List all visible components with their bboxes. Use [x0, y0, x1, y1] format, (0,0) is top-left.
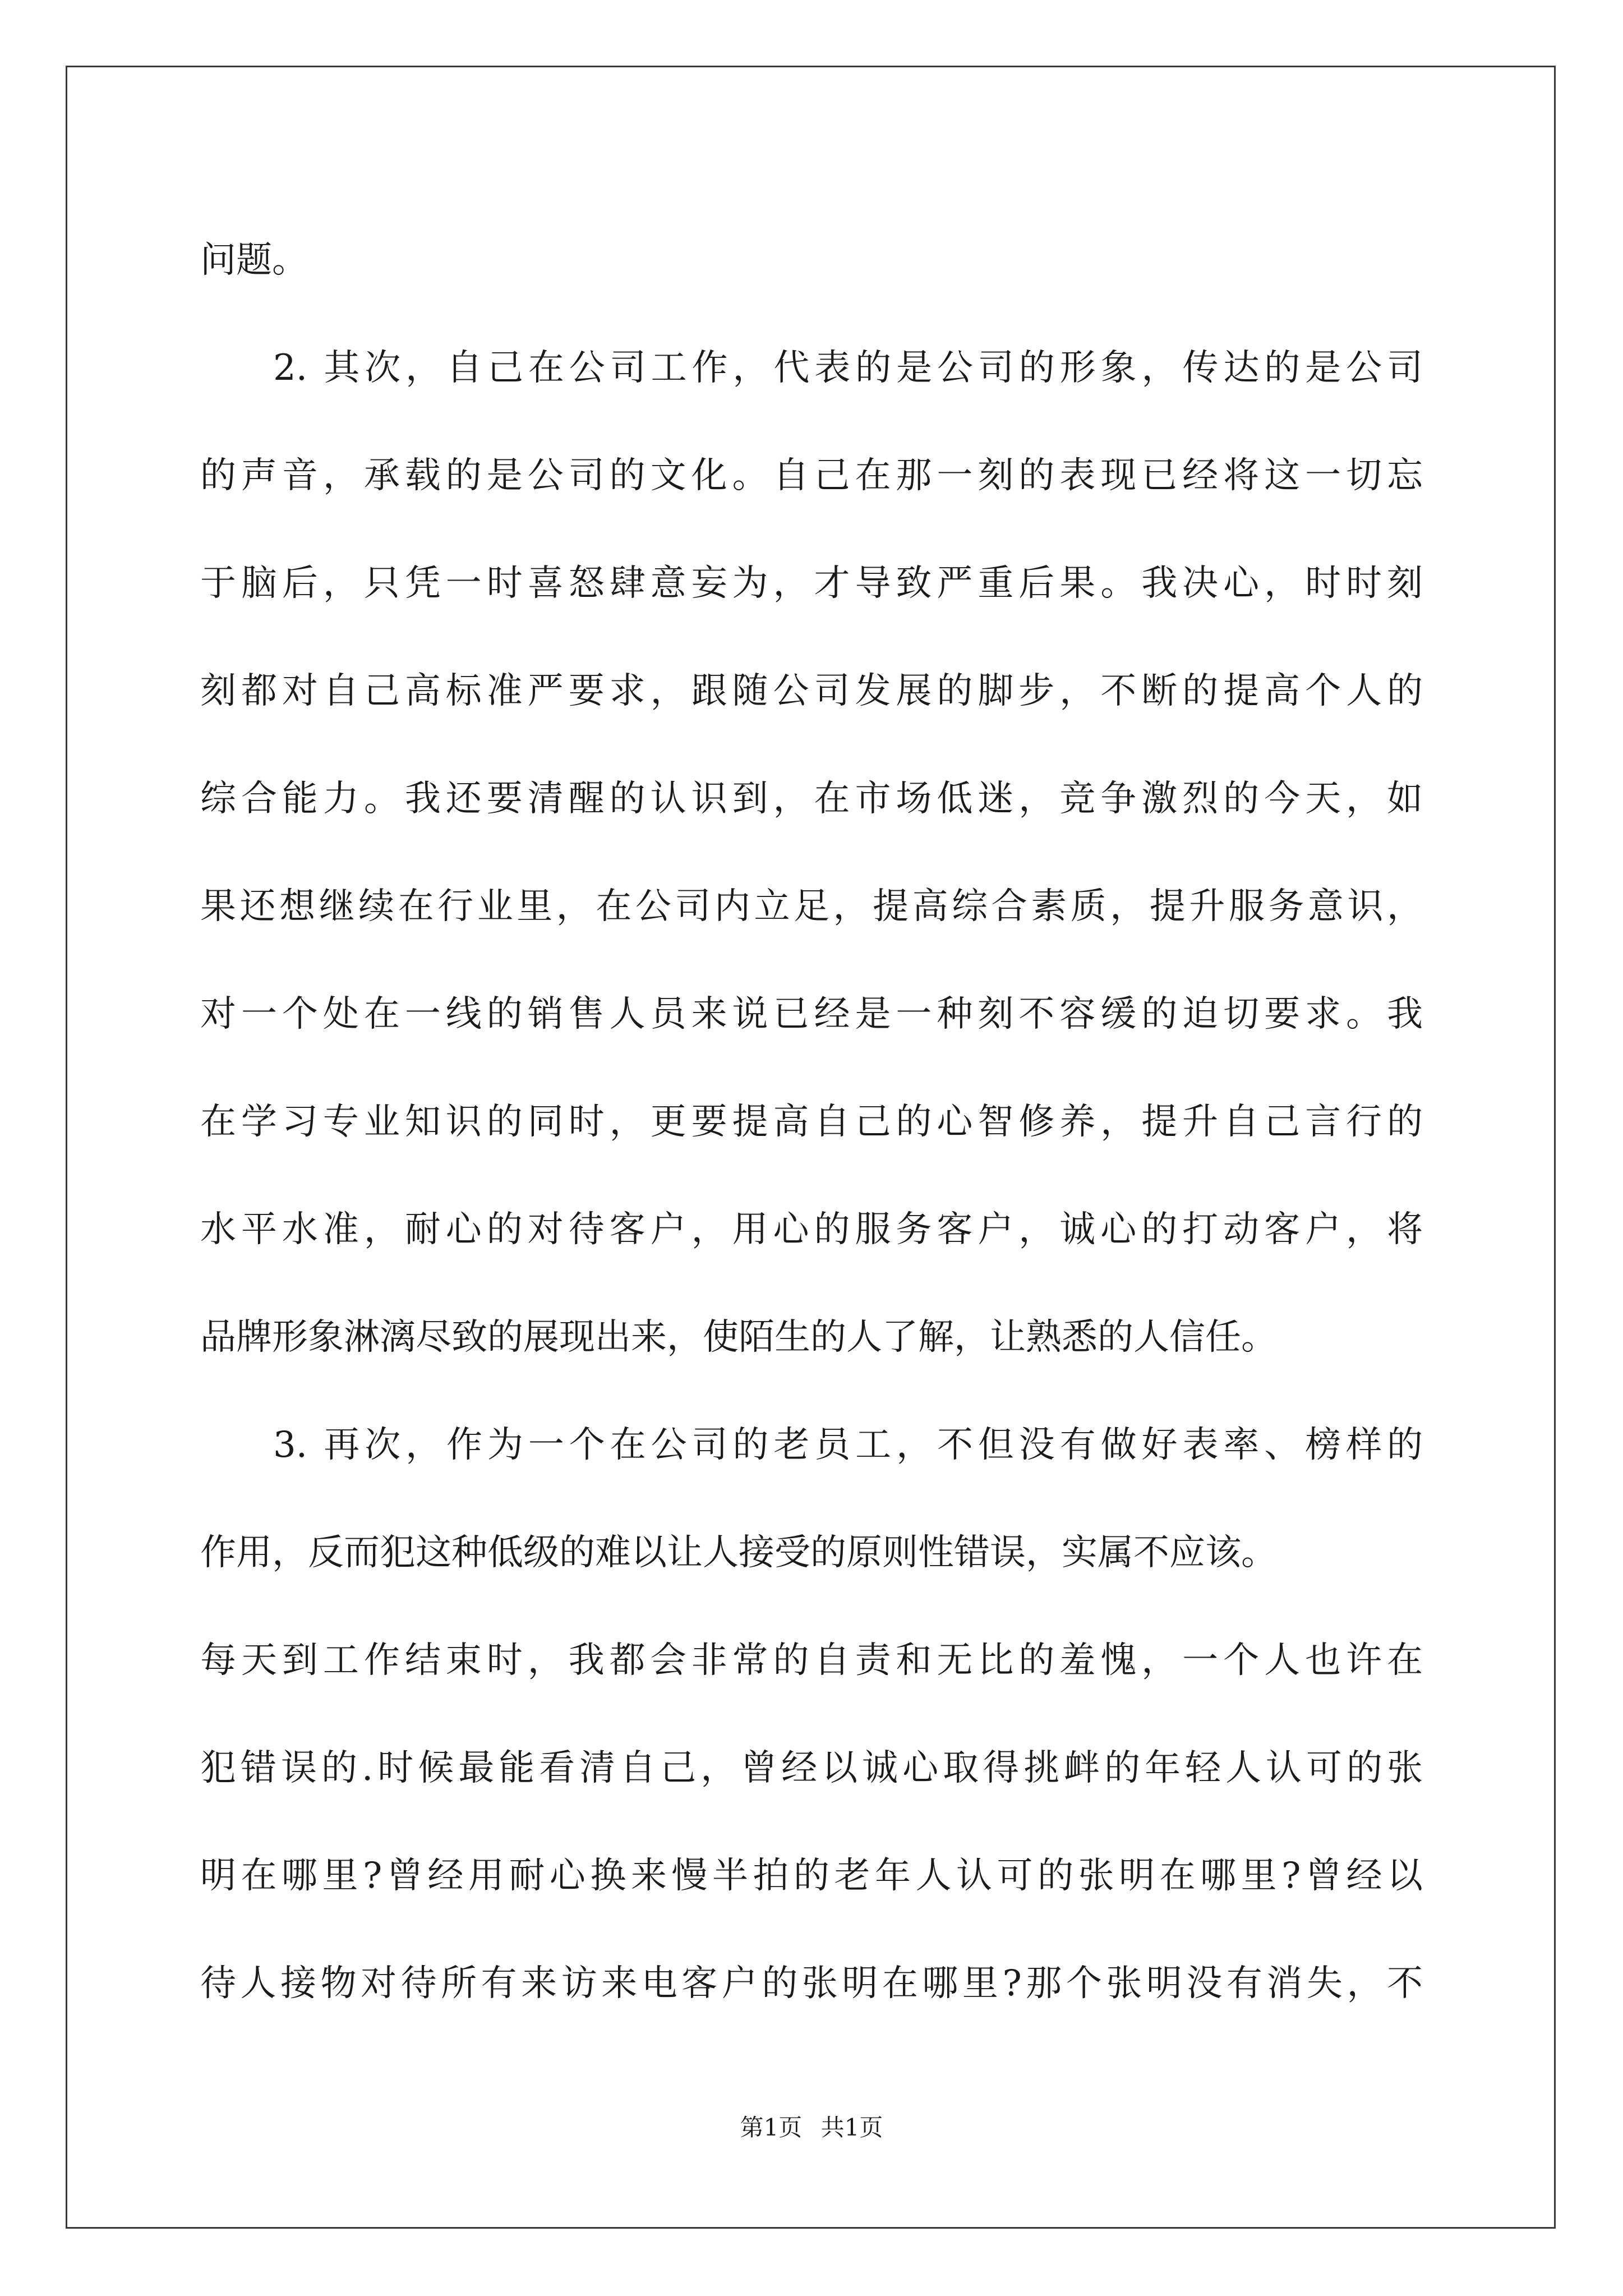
- text-line: 的声音，承载的是公司的文化。自己在那一刻的表现已经将这一切忘: [200, 455, 1423, 496]
- text-line: 问题。: [200, 240, 308, 281]
- text-line: 果还想继续在行业里，在公司内立足，提高综合素质，提升服务意识，: [200, 886, 1423, 927]
- document-body: [200, 206, 1423, 2037]
- page-total: 共1页: [820, 2114, 883, 2141]
- text-line: 作用，反而犯这种低级的难以让人接受的原则性错误，实属不应该。: [200, 1532, 1277, 1573]
- text-line: 每天到工作结束时，我都会非常的自责和无比的羞愧，一个人也许在: [200, 1640, 1423, 1681]
- text-line: 3. 再次，作为一个在公司的老员工，不但没有做好表率、榜样的: [273, 1424, 1423, 1466]
- text-line: 2. 其次，自己在公司工作，代表的是公司的形象，传达的是公司: [273, 347, 1423, 389]
- text-line: 明在哪里?曾经用耐心换来慢半拍的老年人认可的张明在哪里?曾经以: [200, 1855, 1423, 1897]
- text-line: 刻都对自己高标准严要求，跟随公司发展的脚步，不断的提高个人的: [200, 670, 1423, 712]
- text-line: 水平水准，耐心的对待客户，用心的服务客户，诚心的打动客户，将: [200, 1209, 1423, 1250]
- text-line: 待人接物对待所有来访来电客户的张明在哪里?那个张明没有消失，不: [200, 1963, 1423, 2004]
- text-line: 对一个处在一线的销售人员来说已经是一种刻不容缓的迫切要求。我: [200, 993, 1423, 1035]
- text-line: 在学习专业知识的同时，更要提高自己的心智修养，提升自己言行的: [200, 1101, 1423, 1143]
- text-line: 于脑后，只凭一时喜怒肆意妄为，才导致严重后果。我决心，时时刻: [200, 563, 1423, 604]
- text-line: 犯错误的.时候最能看清自己，曾经以诚心取得挑衅的年轻人认可的张: [200, 1747, 1423, 1789]
- page-footer: [0, 2109, 1623, 2143]
- text-line: 品牌形象淋漓尽致的展现出来，使陌生的人了解，让熟悉的人信任。: [200, 1317, 1277, 1358]
- text-line: 综合能力。我还要清醒的认识到，在市场低迷，竞争激烈的今天，如: [200, 778, 1423, 820]
- page-number: 第1页: [740, 2114, 803, 2141]
